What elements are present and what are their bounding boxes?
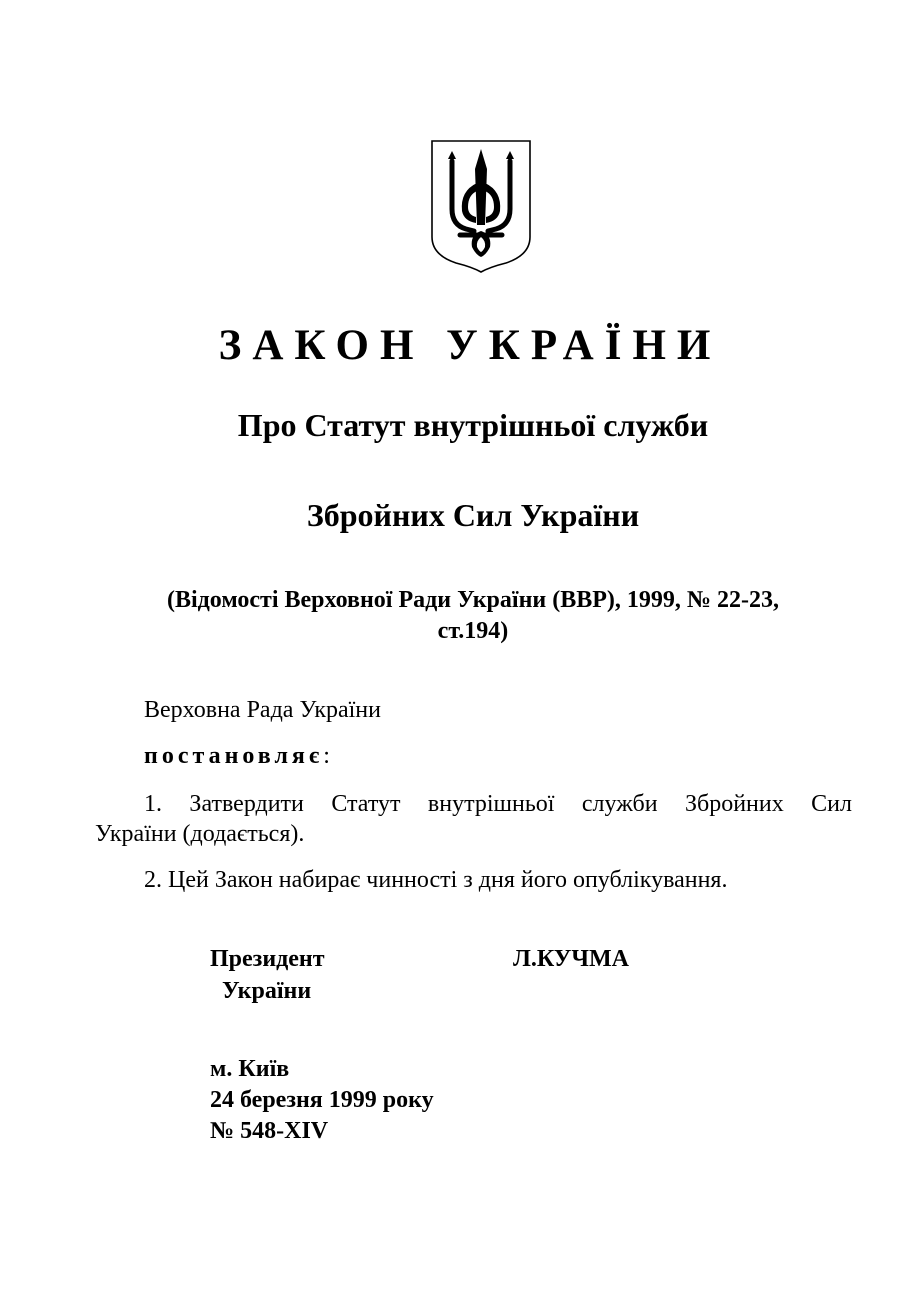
article-1-line-2: України (додається). xyxy=(95,821,305,847)
trident-coat-of-arms-icon xyxy=(430,139,532,273)
signatory-position-line-2: України xyxy=(222,978,312,1004)
article-1-line-1: 1. Затвердити Статут внутрішньої служби Збройних Сил xyxy=(144,791,852,817)
source-reference-line-1: (Відомості Верховної Ради України (ВВР), 1999, № 22-23, xyxy=(167,587,779,613)
signing-date: 24 березня 1999 року xyxy=(210,1087,434,1113)
law-number: № 548-XIV xyxy=(210,1118,329,1144)
source-reference-line-2: ст.194) xyxy=(437,618,509,644)
subtitle-line-2: Збройних Сил України xyxy=(306,497,640,533)
document-title: ЗАКОН УКРАЇНИ xyxy=(218,322,722,369)
signing-city: м. Київ xyxy=(210,1056,290,1082)
article-2: 2. Цей Закон набирає чинності з дня його опублікування. xyxy=(144,867,728,893)
subtitle-line-1: Про Статут внутрішньої служби xyxy=(237,407,709,443)
enacting-clause xyxy=(144,741,330,772)
enacting-colon: : xyxy=(323,743,330,769)
enacting-body: Верховна Рада України xyxy=(144,697,381,723)
signatory-position-line-1: Президент xyxy=(210,946,325,972)
enacting-verb: постановляє xyxy=(144,743,324,769)
signatory-name: Л.КУЧМА xyxy=(513,946,630,972)
